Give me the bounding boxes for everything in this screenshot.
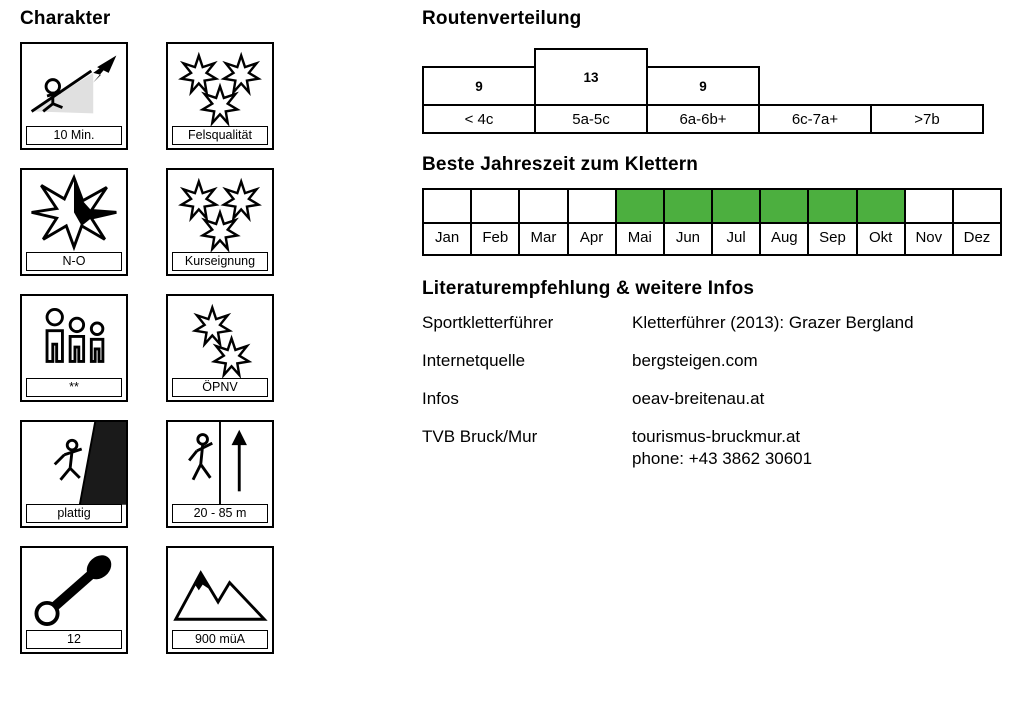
season-swatch	[761, 190, 807, 224]
season-month-cell	[906, 190, 954, 254]
literature-row	[422, 312, 1004, 334]
route-count: 13	[534, 48, 648, 104]
icon-card-rock-quality	[166, 42, 274, 150]
routes-chart	[422, 42, 1004, 134]
routes-chart-row	[422, 42, 1004, 134]
icon-card-course-suitability	[166, 168, 274, 276]
season-month-label: Okt	[868, 229, 893, 246]
icon-label-orientation: N-O	[26, 252, 122, 271]
literature-key: Sportkletterführer	[422, 313, 554, 332]
literature-key: TVB Bruck/Mur	[422, 427, 538, 446]
literature-key: Infos	[422, 389, 459, 408]
bolt-icon	[22, 548, 126, 631]
season-swatch	[809, 190, 855, 224]
season-table	[422, 188, 1002, 256]
season-swatch	[569, 190, 615, 224]
route-column	[760, 104, 872, 134]
literature-row	[422, 388, 1004, 410]
stars-icon	[168, 44, 272, 127]
icon-card-route-length	[166, 420, 274, 528]
icon-card-orientation	[20, 168, 128, 276]
season-month-label: Apr	[579, 229, 604, 246]
icon-label-approach-time: 10 Min.	[26, 126, 122, 145]
icon-card-altitude	[166, 546, 274, 654]
icon-label-altitude: 900 müA	[172, 630, 268, 649]
season-heading: Beste Jahreszeit zum Klettern	[422, 154, 699, 175]
season-swatch	[617, 190, 663, 224]
family-icon	[22, 296, 126, 379]
icon-label-route-length: 20 - 85 m	[172, 504, 268, 523]
slab-icon	[22, 422, 126, 505]
approach-icon	[22, 44, 126, 127]
literature-list	[422, 312, 1004, 470]
season-month-cell	[954, 190, 1000, 254]
season-month-label: Dez	[963, 229, 991, 246]
season-swatch	[713, 190, 759, 224]
season-month-cell	[761, 190, 809, 254]
icon-card-rock-structure	[20, 420, 128, 528]
icon-card-approach-time	[20, 42, 128, 150]
literature-value[interactable]: bergsteigen.com	[632, 351, 758, 370]
character-section	[20, 8, 380, 654]
literature-value: Kletterführer (2013): Grazer Bergland	[632, 313, 914, 332]
literature-key: Internetquelle	[422, 351, 526, 370]
icon-label-family-friendly: **	[26, 378, 122, 397]
icon-label-rock-quality: Felsqualität	[172, 126, 268, 145]
season-month-cell	[858, 190, 906, 254]
season-month-label: Aug	[770, 229, 798, 246]
season-month-cell	[424, 190, 472, 254]
season-swatch	[858, 190, 904, 224]
season-month-cell	[569, 190, 617, 254]
route-column	[872, 104, 984, 134]
season-swatch	[472, 190, 518, 224]
season-month-label: Jan	[434, 229, 460, 246]
stars-icon	[168, 296, 272, 379]
literature-heading: Literaturempfehlung & weitere Infos	[422, 278, 755, 299]
season-month-label: Feb	[482, 229, 509, 246]
literature-value-group	[632, 426, 1004, 470]
stars-icon	[168, 170, 272, 253]
icon-label-course-suitability: Kurseignung	[172, 252, 268, 271]
character-heading: Charakter	[20, 8, 111, 29]
season-month-label: Mar	[530, 229, 557, 246]
info-section	[422, 8, 1004, 486]
character-icon-grid	[20, 42, 380, 654]
literature-phone: phone: +43 3862 30601	[632, 449, 813, 468]
season-month-label: Sep	[819, 229, 846, 246]
season-month-label: Jun	[675, 229, 701, 246]
icon-label-public-transport: ÖPNV	[172, 378, 268, 397]
route-grade: 6a-6b+	[646, 104, 760, 134]
icon-label-number-of-routes: 12	[26, 630, 122, 649]
icon-card-public-transport	[166, 294, 274, 402]
mountain-icon	[168, 548, 272, 631]
route-grade: 5a-5c	[534, 104, 648, 134]
season-month-label: Mai	[627, 229, 652, 246]
season-swatch	[424, 190, 470, 224]
season-swatch	[906, 190, 952, 224]
season-month-cell	[713, 190, 761, 254]
route-count: 9	[646, 66, 760, 104]
route-grade: 6c-7a+	[758, 104, 872, 134]
icon-label-rock-structure: plattig	[26, 504, 122, 523]
season-swatch	[665, 190, 711, 224]
season-month-label: Nov	[915, 229, 943, 246]
route-grade: >7b	[870, 104, 984, 134]
route-column	[536, 48, 648, 134]
literature-row	[422, 426, 1004, 470]
route-column	[648, 66, 760, 134]
climber-arrow-icon	[168, 422, 272, 505]
route-grade: < 4c	[422, 104, 536, 134]
routes-heading: Routenverteilung	[422, 8, 582, 29]
season-month-cell	[665, 190, 713, 254]
season-month-cell	[809, 190, 857, 254]
route-count: 9	[422, 66, 536, 104]
season-month-cell	[472, 190, 520, 254]
route-column	[422, 66, 536, 134]
season-month-cell	[520, 190, 568, 254]
season-swatch	[520, 190, 566, 224]
literature-value[interactable]: tourismus-bruckmur.at	[632, 427, 801, 446]
icon-card-number-of-routes	[20, 546, 128, 654]
literature-row	[422, 350, 1004, 372]
season-month-cell	[617, 190, 665, 254]
icon-card-family-friendly	[20, 294, 128, 402]
literature-value[interactable]: oeav-breitenau.at	[632, 389, 765, 408]
season-month-label: Jul	[726, 229, 746, 246]
season-swatch	[954, 190, 1000, 224]
compass-icon	[22, 170, 126, 253]
